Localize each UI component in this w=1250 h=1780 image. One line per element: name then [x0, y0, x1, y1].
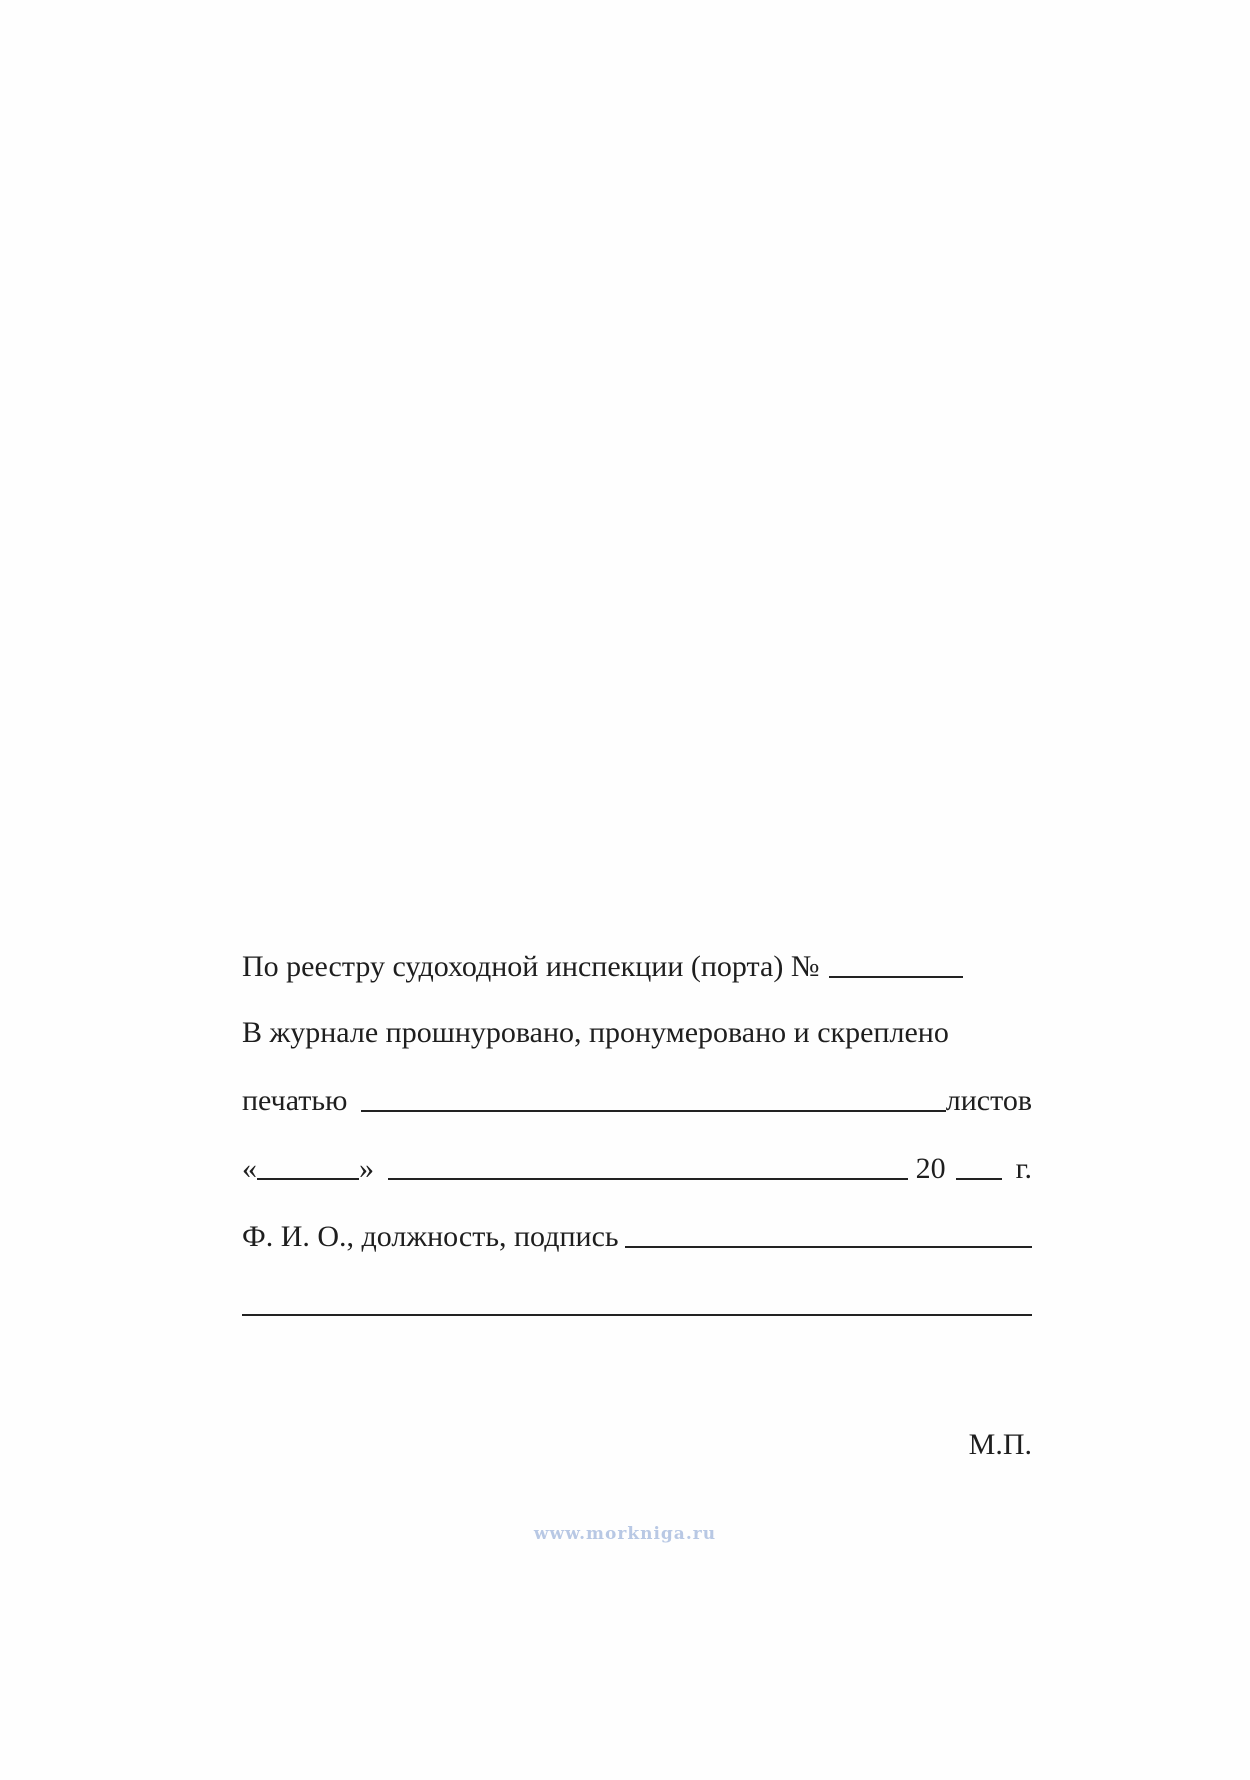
registry-number-line: [242, 940, 1032, 984]
registry-number-blank: [829, 976, 963, 978]
seal-label: печатью: [242, 1084, 348, 1117]
sheets-count-blank: [361, 1110, 945, 1112]
month-blank: [388, 1178, 908, 1180]
journal-statement-line: [242, 1006, 1032, 1050]
extra-signature-blank: [242, 1314, 1032, 1316]
publisher-watermark: www.morkniga.ru: [533, 1524, 717, 1544]
close-quote: »: [359, 1152, 374, 1185]
seal-place-mark: М.П.: [968, 1428, 1032, 1461]
signature-label: Ф. И. О., должность, подпись: [242, 1220, 619, 1253]
open-quote: «: [242, 1152, 257, 1185]
sheets-label: листов: [945, 1084, 1032, 1117]
year-blank: [956, 1178, 1002, 1180]
registry-number-label: По реестру судоходной инспекции (порта) №: [242, 950, 820, 983]
day-blank: [257, 1178, 359, 1180]
signature-line: [242, 1210, 1032, 1254]
extra-signature-line: [242, 1278, 1032, 1322]
sheets-count-line: [242, 1074, 1032, 1118]
date-line: [242, 1142, 1032, 1186]
signature-blank: [625, 1246, 1032, 1248]
year-suffix: г.: [1015, 1152, 1032, 1185]
year-prefix: 20: [915, 1152, 946, 1185]
journal-statement-text: В журнале прошнуровано, пронумеровано и скреплено: [242, 1016, 949, 1049]
